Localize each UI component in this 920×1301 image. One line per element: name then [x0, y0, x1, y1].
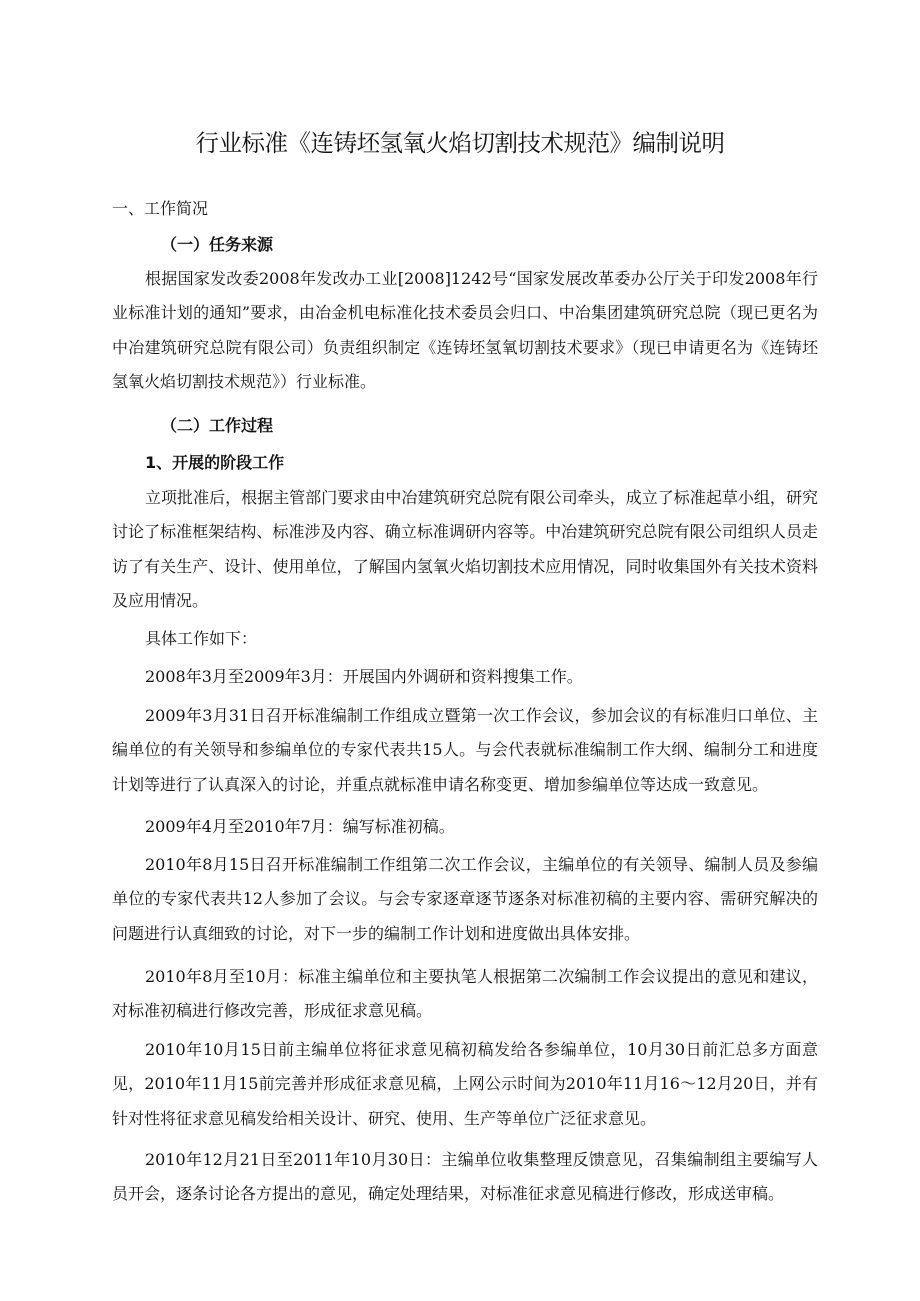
paragraph-2010-feedback: 2010年12月21日至2011年10月30日：主编单位收集整理反馈意见，召集编制组主要编写人员开会，逐条讨论各方提出的意见，确定处理结果，对标准征求意见稿进行修改，形成送审稿。 — [112, 1150, 818, 1204]
paragraph-2010-consultation: 2010年10月15日前主编单位将征求意见稿初稿发给各参编单位，10月30日前汇总多方面意见，2010年11月15前完善并形成征求意见稿，上网公示时间为2010年11月16～12月20日，并有针对性将征求意见稿发给相关设计、研究、使用、生产等单位广泛征求意见。 — [112, 1040, 818, 1128]
paragraph-task-source: 根据国家发改委2008年发改办工业[2008]1242号“国家发展改革委办公厅关于印发2008年行业标准计划的通知”要求，由冶金机电标准化技术委员会归口、中冶集团建筑研究总院（现已更名为中冶建筑研究总院有限公司）负责组织制定《连铸坯氢氧切割技术要求》（现已申请更名为《连铸坯氢氧火焰切割技术规范》）行业标准。 — [112, 269, 818, 391]
paragraph-2009-draft: 2009年4月至2010年7月：编写标准初稿。 — [145, 817, 455, 836]
subsection-heading-task-source: （一）任务来源 — [161, 235, 274, 254]
subsection-heading-work-process: （二）工作过程 — [161, 416, 274, 435]
paragraph-2008-research: 2008年3月至2009年3月：开展国内外调研和资料搜集工作。 — [145, 667, 583, 686]
paragraph-2009-first-meeting: 2009年3月31日召开标准编制工作组成立暨第一次工作会议，参加会议的有标准归口单位、主编单位的有关领导和参编单位的专家代表共15人。与会代表就标准编制工作大纲、编制分工和进度计划等进行了认真深入的讨论，并重点就标准申请名称变更、增加参编单位等达成一致意见。 — [112, 706, 818, 794]
section-heading-work-overview: 一、工作简况 — [112, 199, 209, 218]
paragraph-2010-revision: 2010年8月至10月：标准主编单位和主要执笔人根据第二次编制工作会议提出的意见和建议，对标准初稿进行修改完善，形成征求意见稿。 — [112, 967, 818, 1021]
subsection-heading-stage-work: 1、开展的阶段工作 — [145, 453, 285, 472]
paragraph-stage-work: 立项批准后，根据主管部门要求由中冶建筑研究总院有限公司牵头，成立了标准起草小组，研究讨论了标准框架结构、标准涉及内容、确立标准调研内容等。中冶建筑研究总院有限公司组织人员走访了有关生产、设计、使用单位，了解国内氢氧火焰切割技术应用情况，同时收集国外有关技术资料及应用情况。 — [112, 488, 818, 610]
paragraph-2010-second-meeting: 2010年8月15日召开标准编制工作组第二次工作会议，主编单位的有关领导、编制人员及参编单位的专家代表共12人参加了会议。与会专家逐章逐节逐条对标准初稿的主要内容、需研究解决的问题进行认真细致的讨论，对下一步的编制工作计划和进度做出具体安排。 — [112, 855, 818, 943]
paragraph-details-intro: 具体工作如下： — [145, 629, 258, 648]
document-title: 行业标准《连铸坯氢氧火焰切割技术规范》编制说明 — [195, 129, 725, 157]
